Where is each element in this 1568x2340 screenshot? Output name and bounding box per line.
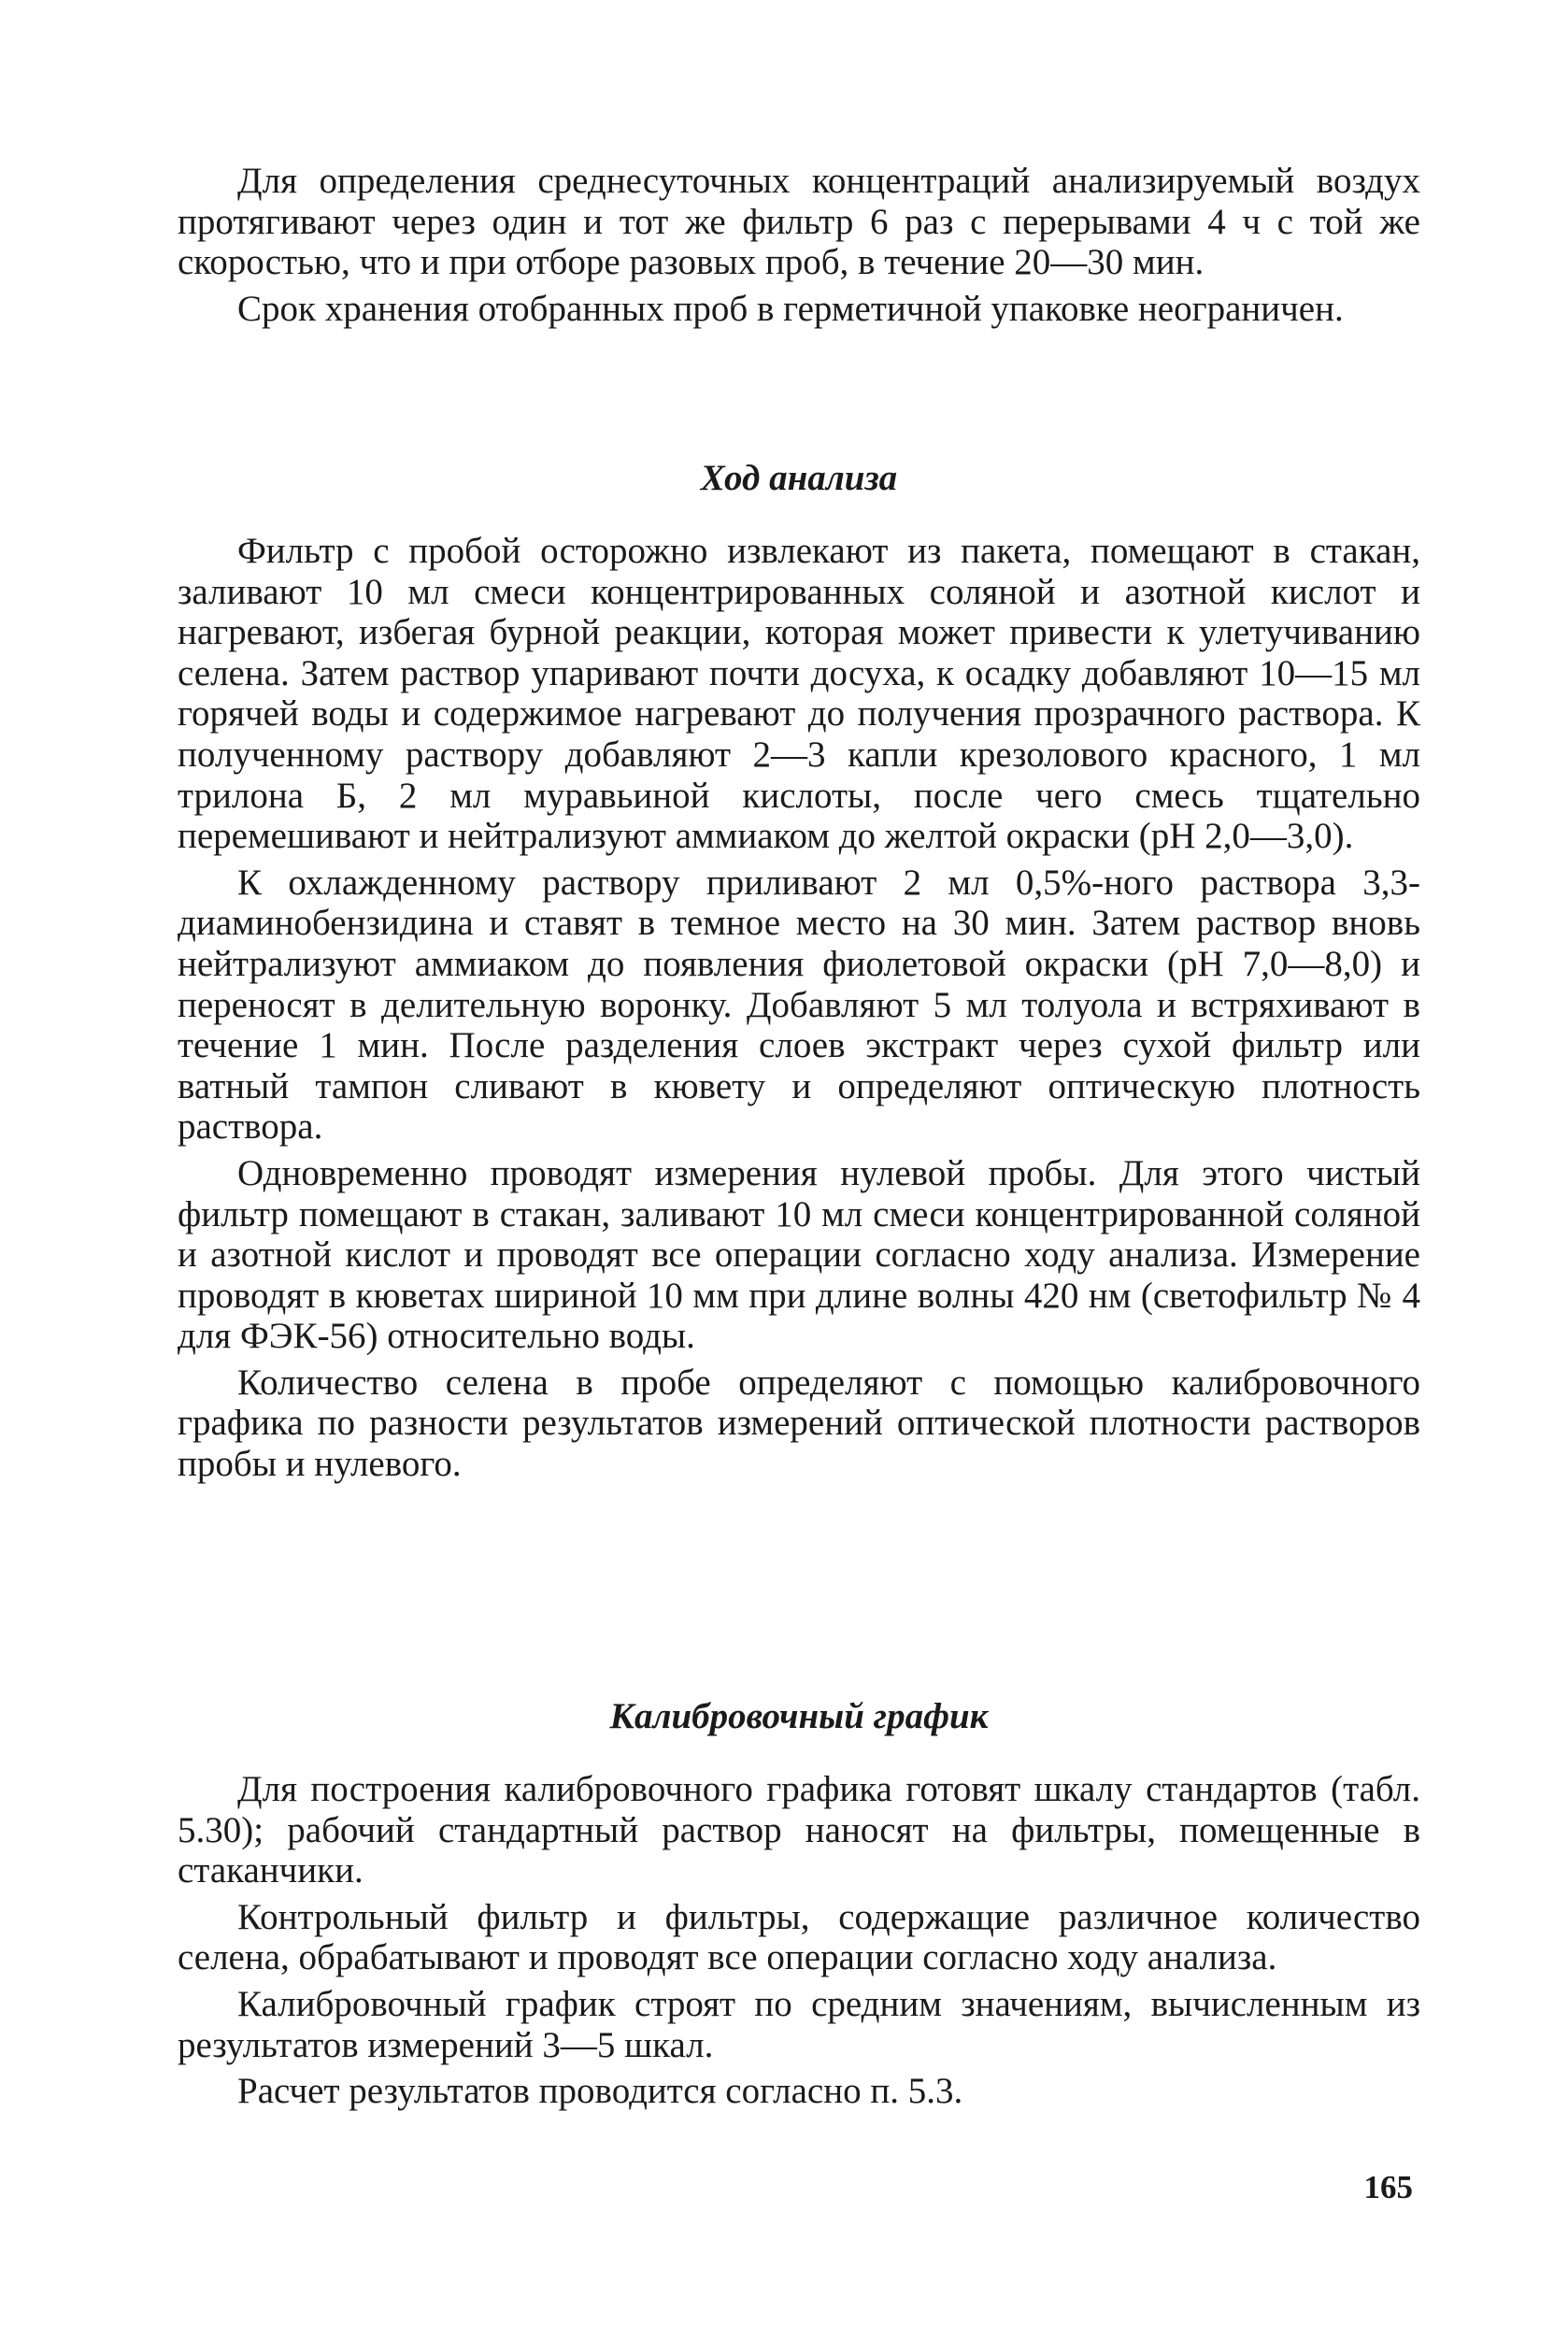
- heading-analysis-procedure: Ход анализа: [700, 458, 898, 498]
- paragraph-sample-digestion: Фильтр с пробой осторожно извлекают из пакета, помещают в стакан, заливают 10 мл смеси концентрированных соляной и азотной кислот и нагревают, избегая бурной реакции, которая может привести к улетучиванию селена. Затем раствор упаривают почти досуха, к осадку добавляют 10—15 мл горячей воды и содержимое нагревают до получения прозрачного раствора. К полученному раствору добавляют 2—3 капли крезолового красного, 1 мл трилона Б, 2 мл муравьиной кислоты, после чего смесь тщательно перемешивают и нейтрализуют аммиаком до желтой окраски (pH 2,0—3,0).: [178, 531, 1420, 857]
- page-number: 165: [1363, 2169, 1413, 2205]
- calibration-text-block: [178, 1769, 1420, 2118]
- paragraph-extraction: К охлажденному раствору приливают 2 мл 0,5%-ного раствора 3,3-диаминобензидина и ставят в темное место на 30 мин. Затем раствор вновь нейтрализуют аммиаком до появления фиолетовой окраски (pH 7,0—8,0) и переносят в делительную воронку. Добавляют 5 мл толуола и встряхивают в течение 1 мин. После разделения слоев экстракт через сухой фильтр или ватный тампон сливают в кювету и определяют оптическую плотность раствора.: [178, 862, 1420, 1148]
- paragraph-selenium-quantity: Количество селена в пробе определяют с помощью калибровочного графика по разности результатов измерений оптической плотности растворов пробы и нулевого.: [178, 1362, 1420, 1485]
- paragraph-daily-average-sampling: Для определения среднесуточных концентраций анализируемый воздух протягивают через один и тот же фильтр 6 раз с перерывами 4 ч с той же скоростью, что и при отборе разовых проб, в течение 20—30 мин.: [178, 161, 1420, 283]
- paragraph-control-filter: Контрольный фильтр и фильтры, содержащие различное количество селена, обрабатывают и проводят все операции согласно ходу анализа.: [178, 1896, 1420, 1978]
- heading-calibration-graph: Калибровочный график: [609, 1696, 989, 1736]
- paragraph-storage-period: Срок хранения отобранных проб в герметичной упаковке неограничен.: [237, 288, 1344, 329]
- paragraph-graph-construction: Калибровочный график строят по средним значениям, вычисленным из результатов измерений 3—5 шкал.: [178, 1983, 1420, 2065]
- intro-text-block: [178, 161, 1420, 335]
- analysis-text-block: [178, 531, 1420, 1491]
- paragraph-blank-measurement: Одновременно проводят измерения нулевой пробы. Для этого чистый фильтр помещают в стакан, заливают 10 мл смеси концентрированной соляной и азотной кислот и проводят все операции согласно ходу анализа. Измерение проводят в кюветах шириной 10 мм при длине волны 420 нм (светофильтр № 4 для ФЭК-56) относительно воды.: [178, 1152, 1420, 1357]
- paragraph-results-calculation: Расчет результатов проводится согласно п. 5.3.: [237, 2071, 963, 2112]
- paragraph-standard-scale: Для построения калибровочного графика готовят шкалу стандартов (табл. 5.30); рабочий стандартный раствор наносят на фильтры, помещенные в стаканчики.: [178, 1769, 1420, 1891]
